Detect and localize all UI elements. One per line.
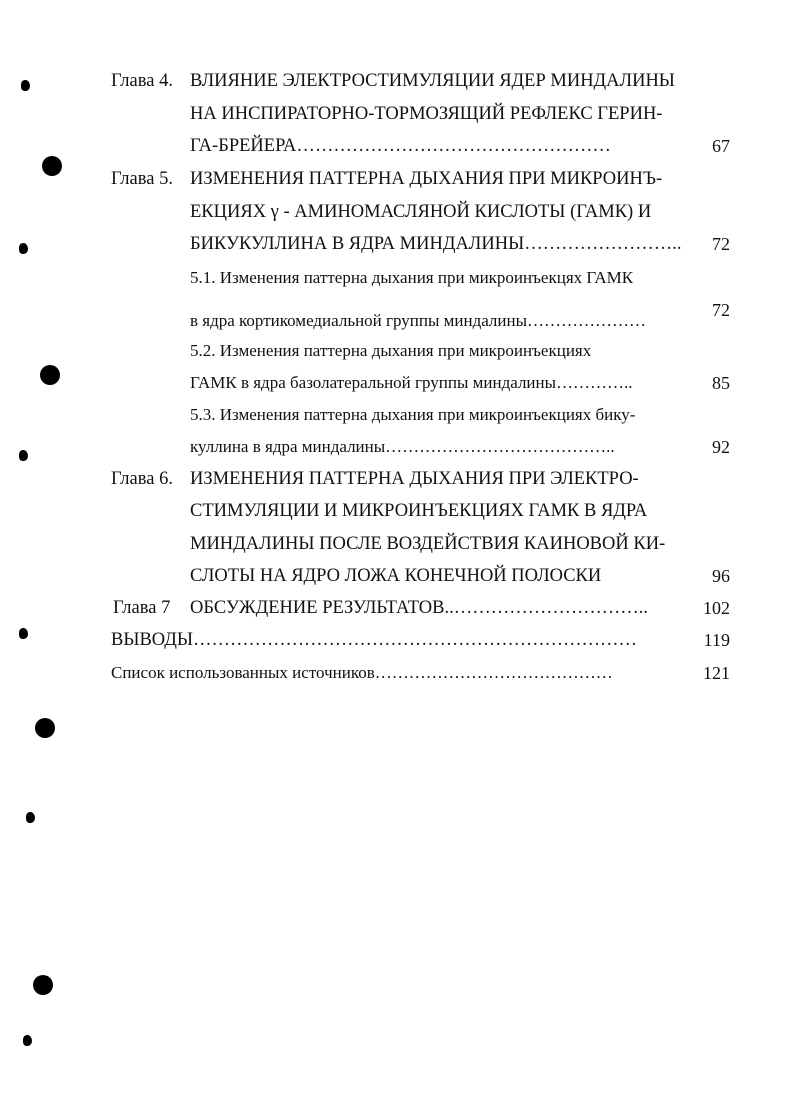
toc-ch5-page: 72 <box>712 234 730 254</box>
toc-ch6-title-line4: СЛОТЫ НА ЯДРО ЛОЖА КОНЕЧНОЙ ПОЛОСКИ <box>190 566 602 586</box>
toc-ch5-title-line3: БИКУКУЛЛИНА В ЯДРА МИНДАЛИНЫ…………………….. <box>190 234 682 254</box>
toc-ch5-title-line1: ИЗМЕНЕНИЯ ПАТТЕРНА ДЫХАНИЯ ПРИ МИКРОИНЪ- <box>190 169 663 189</box>
toc-s52-page: 85 <box>712 373 730 393</box>
toc-ch4-page: 67 <box>712 136 730 156</box>
toc-ch6-title-line1: ИЗМЕНЕНИЯ ПАТТЕРНА ДЫХАНИЯ ПРИ ЭЛЕКТРО- <box>190 469 639 489</box>
binder-speck <box>19 628 28 639</box>
toc-references-title: Список использованных источников…………………………………… <box>111 663 613 682</box>
toc-conclusions-title: ВЫВОДЫ……………………………………………………………… <box>111 630 638 650</box>
binder-hole <box>35 718 55 738</box>
toc-s51-line2: в ядра кортикомедиальной группы миндалины………………… <box>190 311 647 330</box>
toc-s53-line2: куллина в ядра миндалины………………………………….. <box>190 437 615 456</box>
toc-ch4-label: Глава 4. <box>111 71 173 91</box>
toc-ch6-title-line2: СТИМУЛЯЦИИ И МИКРОИНЪЕКЦИЯХ ГАМК В ЯДРА <box>190 501 648 521</box>
binder-speck <box>26 812 35 823</box>
toc-ch4-title-line1: ВЛИЯНИЕ ЭЛЕКТРОСТИМУЛЯЦИИ ЯДЕР МИНДАЛИНЫ <box>190 71 675 91</box>
toc-ch6-page: 96 <box>712 566 730 586</box>
toc-ch4-title-line3: ГА-БРЕЙЕРА…………………………………………… <box>190 136 611 156</box>
toc-ch5-title-line2: ЕКЦИЯХ γ - АМИНОМАСЛЯНОЙ КИСЛОТЫ (ГАМК) И <box>190 202 652 222</box>
binder-speck <box>23 1035 32 1046</box>
toc-s53-line1: 5.3. Изменения паттерна дыхания при микроинъекциях бику- <box>190 405 636 424</box>
toc-ch7-title: ОБСУЖДЕНИЕ РЕЗУЛЬТАТОВ..………………………….. <box>190 598 648 618</box>
toc-ch4-title-line2: НА ИНСПИРАТОРНО-ТОРМОЗЯЩИЙ РЕФЛЕКС ГЕРИН- <box>190 104 663 124</box>
toc-s51-line1: 5.1. Изменения паттерна дыхания при микроинъекцях ГАМК <box>190 268 634 287</box>
toc-s52-line1: 5.2. Изменения паттерна дыхания при микроинъекциях <box>190 341 592 360</box>
binder-speck <box>19 243 28 254</box>
binder-hole <box>40 365 60 385</box>
binder-hole <box>33 975 53 995</box>
toc-s52-line2: ГАМК в ядра базолатеральной группы миндалины………….. <box>190 373 633 392</box>
toc-ch5-label: Глава 5. <box>111 169 173 189</box>
binder-speck <box>21 80 30 91</box>
toc-conclusions-page: 119 <box>703 630 730 650</box>
binder-speck <box>19 450 28 461</box>
toc-ch6-title-line3: МИНДАЛИНЫ ПОСЛЕ ВОЗДЕЙСТВИЯ КАИНОВОЙ КИ- <box>190 534 666 554</box>
toc-ch7-label: Глава 7 <box>113 598 171 618</box>
toc-references-page: 121 <box>703 663 730 683</box>
toc-s53-page: 92 <box>712 437 730 457</box>
toc-s51-page: 72 <box>712 300 730 320</box>
toc-ch6-label: Глава 6. <box>111 469 173 489</box>
binder-hole <box>42 156 62 176</box>
toc-ch7-page: 102 <box>703 598 730 618</box>
